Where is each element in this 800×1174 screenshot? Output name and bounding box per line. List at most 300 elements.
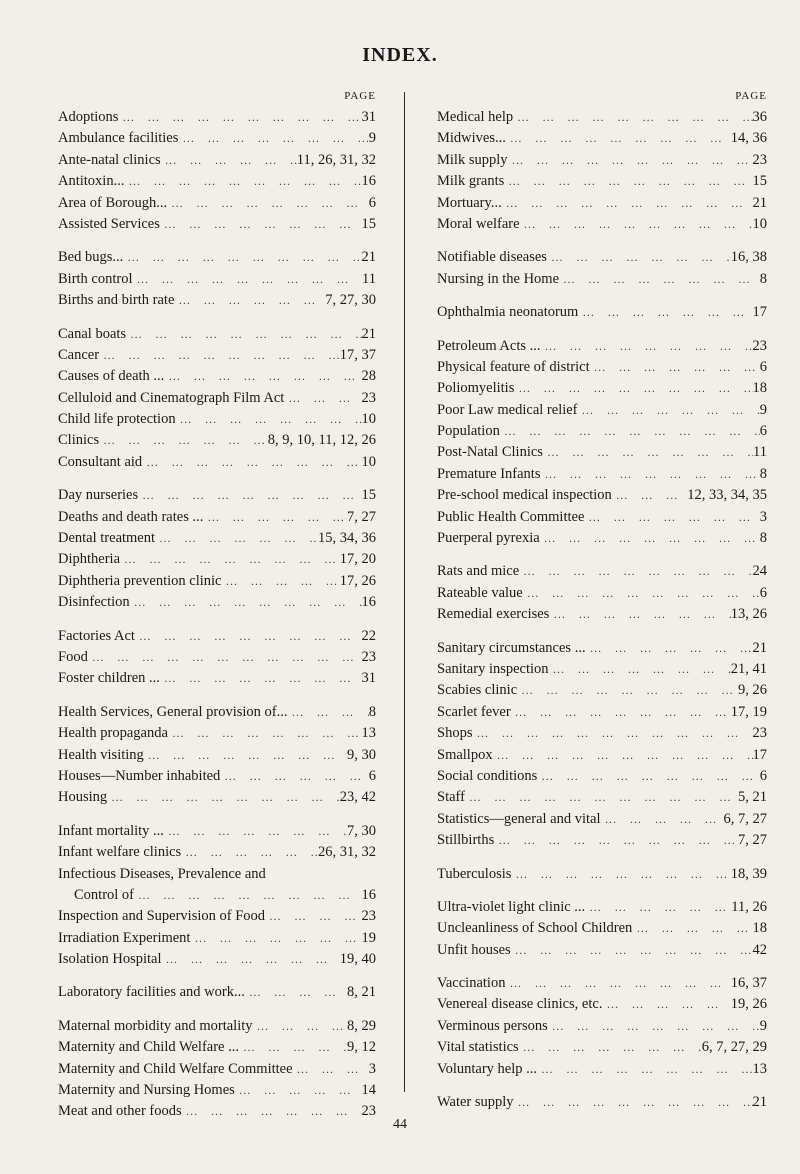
entry-page-numbers: 8, 21: [347, 984, 376, 1001]
index-entry: [58, 766, 376, 787]
leader-dots: [124, 171, 361, 192]
section-gap: [58, 312, 376, 324]
index-entry: [58, 193, 376, 214]
entry-page-numbers: 9, 26: [738, 682, 767, 699]
entry-page-numbers: 13: [752, 1060, 767, 1077]
leader-dots: [142, 452, 361, 473]
index-entry: [437, 680, 767, 701]
page-number: 44: [393, 1117, 407, 1132]
leader-dots: [549, 604, 730, 625]
index-entry: [58, 787, 376, 808]
index-entry: [437, 1092, 767, 1113]
index-entry: [437, 638, 767, 659]
leader-dots: [203, 507, 347, 528]
entry-label: Notifiable diseases: [437, 249, 547, 266]
leader-dots: [239, 1037, 347, 1058]
entry-page-numbers: 21: [752, 639, 767, 656]
section-gap: [437, 324, 767, 336]
entry-label: Infectious Diseases, Prevalence and: [58, 865, 266, 882]
index-entry: [437, 336, 767, 357]
leader-dots: [181, 842, 318, 863]
index-entry: [437, 918, 767, 939]
entry-label: Deaths and death rates ...: [58, 508, 204, 525]
leader-dots: [253, 1016, 348, 1037]
leader-dots: [506, 128, 731, 149]
entry-label: Food: [58, 648, 88, 665]
entry-label: Infant welfare clinics: [58, 844, 182, 861]
entry-page-numbers: 6: [759, 767, 767, 784]
entry-label: Clinics: [58, 432, 100, 449]
entry-label: Verminous persons: [437, 1017, 548, 1034]
entry-label: Statistics—general and vital: [437, 810, 601, 827]
entry-label: Uncleanliness of School Children: [437, 920, 633, 937]
entry-page-numbers: 9: [759, 1017, 767, 1034]
entry-label: Houses—Number inhabited: [58, 767, 221, 784]
index-entry: [437, 442, 767, 463]
entry-page-numbers: 7, 27: [347, 508, 376, 525]
entry-label: Staff: [437, 789, 465, 806]
section-gap: [437, 961, 767, 973]
index-entry: [437, 973, 767, 994]
entry-page-numbers: 16: [361, 886, 376, 903]
leader-dots: [133, 269, 363, 290]
entry-page-numbers: 23: [361, 1103, 376, 1120]
index-entry: [437, 464, 767, 485]
entry-page-numbers: 23: [752, 337, 767, 354]
leader-dots: [520, 214, 753, 235]
index-entry: [58, 485, 376, 506]
entry-page-numbers: 18: [752, 920, 767, 937]
entry-label: Irradiation Experiment: [58, 929, 191, 946]
index-entry: [437, 421, 767, 442]
index-entry: [437, 400, 767, 421]
leader-dots: [160, 214, 362, 235]
index-entry: [437, 766, 767, 787]
leader-dots: [543, 442, 753, 463]
index-column-right: [437, 86, 767, 1113]
entry-page-numbers: 15, 34, 36: [318, 530, 376, 547]
index-entry: [58, 626, 376, 647]
entry-page-numbers: 7, 30: [347, 822, 376, 839]
index-entry: [58, 269, 376, 290]
entry-page-numbers: 23: [752, 151, 767, 168]
index-entry: [437, 659, 767, 680]
entry-label: Birth control: [58, 270, 133, 287]
leader-dots: [514, 1092, 753, 1113]
entry-label: Nursing in the Home: [437, 270, 560, 287]
entry-label: Tuberculosis: [437, 865, 512, 882]
entry-page-numbers: 28: [361, 368, 376, 385]
entry-label: Scabies clinic: [437, 682, 518, 699]
entry-page-numbers: 6: [759, 358, 767, 375]
entry-page-numbers: 26, 31, 32: [318, 844, 376, 861]
entry-page-numbers: 3: [759, 508, 767, 525]
entry-page-numbers: 17, 20: [339, 551, 376, 568]
leader-dots: [138, 485, 361, 506]
entry-label: Physical feature of district: [437, 358, 590, 375]
index-entry: [58, 842, 376, 863]
entry-page-numbers: 12, 33, 34, 35: [687, 487, 767, 504]
entry-label: Voluntary help ...: [437, 1060, 538, 1077]
leader-dots: [500, 421, 760, 442]
entry-label: Canal boats: [58, 325, 127, 342]
leader-dots: [123, 247, 361, 268]
leader-dots: [144, 745, 347, 766]
entry-page-numbers: 21: [752, 194, 767, 211]
entry-label: Consultant aid: [58, 453, 143, 470]
entry-label: Premature Infants: [437, 465, 541, 482]
entry-label: Maternal morbidity and mortality: [58, 1017, 253, 1034]
leader-dots: [504, 171, 752, 192]
entry-page-numbers: 19, 26: [730, 996, 767, 1013]
index-entry: [58, 171, 376, 192]
entry-label: Diphtheria prevention clinic: [58, 572, 222, 589]
entry-page-numbers: 9: [759, 401, 767, 418]
entry-page-numbers: 21, 41: [730, 660, 767, 677]
entry-label: Maternity and Child Welfare ...: [58, 1039, 239, 1056]
leader-dots: [517, 680, 738, 701]
index-entry: [437, 528, 767, 549]
entry-label: Rats and mice: [437, 563, 520, 580]
entry-page-numbers: 10: [361, 411, 376, 428]
section-gap: [437, 290, 767, 302]
index-entry: [58, 906, 376, 927]
index-entry: [58, 247, 376, 268]
index-entry: [437, 128, 767, 149]
entry-page-numbers: 13: [361, 725, 376, 742]
entry-label: Celluloid and Cinematograph Film Act: [58, 389, 285, 406]
entry-label: Vaccination: [437, 975, 506, 992]
entry-label: Milk grants: [437, 173, 505, 190]
entry-label: Infant mortality ...: [58, 822, 164, 839]
entry-label: Venereal disease clinics, etc.: [437, 996, 603, 1013]
leader-dots: [578, 302, 752, 323]
entry-label: Stillbirths: [437, 832, 495, 849]
leader-dots: [134, 885, 361, 906]
leader-dots: [167, 193, 369, 214]
leader-dots: [547, 247, 731, 268]
entry-label: Remedial exercises: [437, 606, 550, 623]
entry-page-numbers: 10: [361, 453, 376, 470]
leader-dots: [120, 549, 340, 570]
index-entry: [58, 214, 376, 235]
index-entry: [437, 702, 767, 723]
entry-continuation: [58, 885, 376, 906]
leader-dots: [508, 150, 753, 171]
entry-page-numbers: 6: [368, 194, 376, 211]
leader-dots: [537, 1059, 752, 1080]
index-entry: [58, 745, 376, 766]
leader-dots: [135, 626, 362, 647]
entry-label: Scarlet fever: [437, 703, 511, 720]
leader-dots: [602, 994, 730, 1015]
entry-label: Milk supply: [437, 151, 508, 168]
index-entry: [437, 994, 767, 1015]
index-entry: [437, 357, 767, 378]
index-entry: [58, 1059, 376, 1080]
leader-dots: [107, 787, 340, 808]
leader-dots: [519, 561, 752, 582]
index-entry: [437, 302, 767, 323]
leader-dots: [220, 766, 368, 787]
index-entry: [437, 940, 767, 961]
leader-dots: [293, 1059, 369, 1080]
index-entry: [58, 507, 376, 528]
entry-page-numbers: 23: [361, 648, 376, 665]
leader-dots: [584, 507, 759, 528]
leader-dots: [168, 723, 362, 744]
index-entry: [437, 269, 767, 290]
index-entry: [58, 128, 376, 149]
leader-dots: [164, 821, 347, 842]
index-entry: [437, 171, 767, 192]
entry-label: Ante-natal clinics: [58, 151, 161, 168]
index-entry: [58, 821, 376, 842]
leader-dots: [494, 830, 738, 851]
entry-page-numbers: 24: [752, 563, 767, 580]
leader-dots: [511, 702, 731, 723]
leader-dots: [493, 745, 753, 766]
entry-label: Diphtheria: [58, 551, 121, 568]
leader-dots: [540, 464, 759, 485]
index-entry: [58, 668, 376, 689]
leader-dots: [130, 592, 362, 613]
entry-label: Public Health Committee: [437, 508, 585, 525]
leader-dots: [559, 269, 760, 290]
leader-dots: [245, 982, 347, 1003]
entry-page-numbers: 18, 39: [730, 865, 767, 882]
entry-label: Ambulance facilities: [58, 130, 179, 147]
entry-page-numbers: 17, 26: [339, 572, 376, 589]
index-entry: [58, 345, 376, 366]
leader-dots: [511, 940, 753, 961]
leader-dots: [523, 583, 760, 604]
entry-label: Moral welfare: [437, 215, 520, 232]
index-entry: [58, 430, 376, 451]
entry-page-numbers: 14: [361, 1082, 376, 1099]
entry-page-numbers: 6, 7, 27, 29: [701, 1039, 767, 1056]
leader-dots: [472, 723, 752, 744]
entry-label: Laboratory facilities and work...: [58, 984, 245, 1001]
entry-label: Smallpox: [437, 746, 493, 763]
entry-label: Inspection and Supervision of Food: [58, 908, 266, 925]
leader-dots: [235, 1080, 362, 1101]
entry-page-numbers: 6: [368, 767, 376, 784]
section-gap: [58, 614, 376, 626]
leader-dots: [578, 400, 760, 421]
entry-page-numbers: 31: [361, 109, 376, 125]
index-entry: [58, 549, 376, 570]
index-entry: [58, 150, 376, 171]
section-gap: [58, 809, 376, 821]
index-entry: [437, 1059, 767, 1080]
index-entry: [58, 864, 376, 907]
entry-label: Post-Natal Clinics: [437, 444, 543, 461]
index-entry: [58, 452, 376, 473]
entry-label: Pre-school medical inspection: [437, 487, 612, 504]
leader-dots: [514, 378, 752, 399]
entry-page-numbers: 17, 19: [730, 703, 767, 720]
leader-dots: [513, 107, 752, 128]
index-entry: [58, 647, 376, 668]
section-gap: [58, 970, 376, 982]
entry-label: Poliomyelitis: [437, 380, 515, 397]
leader-dots: [505, 973, 730, 994]
entry-label: Isolation Hospital: [58, 951, 162, 968]
entry-label: Shops: [437, 725, 473, 742]
index-entry: [437, 193, 767, 214]
leader-dots: [118, 107, 361, 128]
entry-page-numbers: 15: [361, 487, 376, 504]
entry-label: Midwives...: [437, 130, 506, 147]
entry-page-numbers: 17, 37: [339, 346, 376, 363]
entry-label: Births and birth rate: [58, 292, 175, 309]
section-gap: [437, 235, 767, 247]
entry-page-numbers: 8: [759, 530, 767, 547]
index-entry: [437, 214, 767, 235]
section-gap: [58, 1004, 376, 1016]
index-entry: [58, 982, 376, 1003]
entry-label: Petroleum Acts ...: [437, 337, 541, 354]
entry-page-numbers: 22: [361, 627, 376, 644]
entry-label: Medical help: [437, 109, 514, 125]
leader-dots: [164, 366, 361, 387]
entry-page-numbers: 16: [361, 173, 376, 190]
entry-page-numbers: 8: [759, 270, 767, 287]
index-entry: [58, 1016, 376, 1037]
entry-page-numbers: 11, 26: [731, 898, 767, 915]
index-entry: [58, 928, 376, 949]
entry-label: Sanitary inspection: [437, 660, 549, 677]
index-entry: [58, 324, 376, 345]
entry-label: Water supply: [437, 1094, 514, 1111]
entry-label: Factories Act: [58, 627, 135, 644]
entry-page-numbers: 19: [361, 929, 376, 946]
entry-label: Area of Borough...: [58, 194, 168, 211]
leader-dots: [519, 1037, 702, 1058]
page-column-heading: PAGE: [735, 90, 767, 102]
entry-page-numbers: 8, 29: [347, 1017, 376, 1034]
section-gap: [437, 885, 767, 897]
index-entry: [437, 723, 767, 744]
entry-label: Dental treatment: [58, 530, 156, 547]
entry-label: Social conditions: [437, 767, 538, 784]
entry-label: Foster children ...: [58, 670, 160, 687]
index-entry: [58, 702, 376, 723]
leader-dots: [288, 702, 369, 723]
index-entry: [437, 378, 767, 399]
entry-label: Unfit houses: [437, 941, 511, 958]
page-title: INDEX.: [362, 44, 438, 66]
entry-page-numbers: 11, 26, 31, 32: [296, 151, 376, 168]
entry-page-numbers: 16, 38: [730, 249, 767, 266]
column-divider: [404, 92, 405, 1092]
index-entry: [437, 485, 767, 506]
entry-page-numbers: 8: [368, 703, 376, 720]
leader-dots: [176, 409, 362, 430]
entry-label: Ultra-violet light clinic ...: [437, 898, 586, 915]
leader-dots: [601, 809, 724, 830]
entry-page-numbers: 23, 42: [339, 789, 376, 806]
entry-page-numbers: 7, 27, 30: [325, 292, 376, 309]
leader-dots: [586, 638, 753, 659]
index-entry: [437, 830, 767, 851]
entry-page-numbers: 11: [753, 444, 767, 461]
leader-dots: [612, 485, 687, 506]
index-entries-right: [437, 107, 767, 1113]
index-entry: [58, 409, 376, 430]
entry-page-numbers: 13, 26: [730, 606, 767, 623]
entry-label: Maternity and Nursing Homes: [58, 1082, 235, 1099]
entry-page-numbers: 21: [752, 1094, 767, 1111]
leader-dots: [265, 906, 361, 927]
entry-page-numbers: 16: [361, 594, 376, 611]
entry-label: Disinfection: [58, 594, 130, 611]
entry-label: Population: [437, 423, 500, 440]
leader-dots: [465, 787, 738, 808]
leader-dots: [549, 659, 731, 680]
entry-label: Child life protection: [58, 411, 176, 428]
section-gap: [437, 1080, 767, 1092]
entry-label: Housing: [58, 789, 108, 806]
leader-dots: [99, 430, 268, 451]
section-gap: [58, 235, 376, 247]
leader-dots: [502, 193, 753, 214]
index-entry: [58, 723, 376, 744]
entry-label: Day nurseries: [58, 487, 139, 504]
entry-page-numbers: 11: [362, 270, 376, 287]
index-entry: [58, 1037, 376, 1058]
entry-page-numbers: 42: [752, 941, 767, 958]
entry-label: Antitoxin...: [58, 173, 125, 190]
leader-dots: [221, 571, 339, 592]
entry-label-continued: Control of: [74, 886, 135, 903]
entry-label: Maternity and Child Welfare Committee: [58, 1060, 293, 1077]
index-entry: [437, 1016, 767, 1037]
entry-label: Ophthalmia neonatorum: [437, 304, 579, 321]
index-entry: [437, 561, 767, 582]
leader-dots: [161, 150, 297, 171]
index-entry: [58, 592, 376, 613]
entry-page-numbers: 9, 30: [347, 746, 376, 763]
entry-label: Rateable value: [437, 584, 523, 601]
index-entry: [58, 366, 376, 387]
entry-page-numbers: 7, 27: [738, 832, 767, 849]
entry-page-numbers: 5, 21: [738, 789, 767, 806]
entry-page-numbers: 16, 37: [730, 975, 767, 992]
leader-dots: [632, 918, 752, 939]
index-entry: [58, 571, 376, 592]
entry-page-numbers: 23: [361, 389, 376, 406]
entry-label: Causes of death ...: [58, 368, 165, 385]
section-gap: [437, 549, 767, 561]
leader-dots: [99, 345, 340, 366]
entry-page-numbers: 6, 7, 27: [723, 810, 767, 827]
leader-dots: [160, 668, 362, 689]
section-gap: [58, 690, 376, 702]
leader-dots: [541, 336, 753, 357]
entry-page-numbers: 15: [752, 173, 767, 190]
leader-dots: [126, 324, 361, 345]
entry-page-numbers: 23: [752, 725, 767, 742]
leader-dots: [88, 647, 362, 668]
entry-page-numbers: 14, 36: [730, 130, 767, 147]
leader-dots: [537, 766, 759, 787]
leader-dots: [585, 897, 731, 918]
leader-dots: [174, 290, 325, 311]
index-entry: [58, 290, 376, 311]
section-gap: [437, 852, 767, 864]
